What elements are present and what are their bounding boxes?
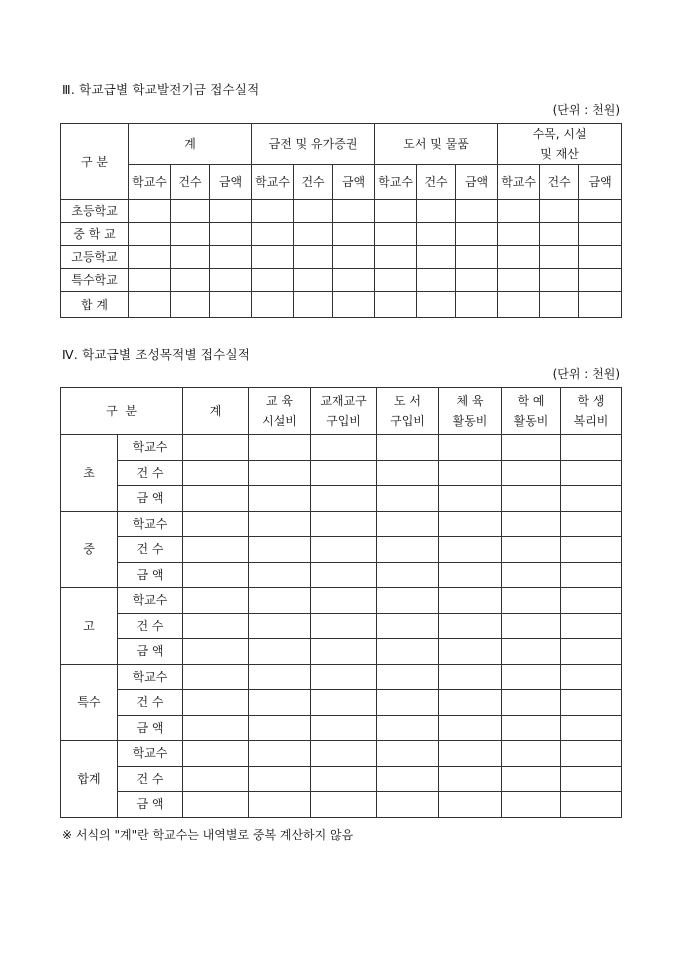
table-cell[interactable] (502, 766, 561, 792)
table-cell[interactable] (183, 766, 249, 792)
table-cell[interactable] (311, 715, 377, 741)
table-cell[interactable] (294, 223, 333, 246)
table-cell[interactable] (183, 511, 249, 537)
table-cell[interactable] (439, 460, 502, 486)
subheader: 금액 (579, 165, 622, 200)
table-cell[interactable] (183, 741, 249, 767)
table-cell[interactable] (439, 435, 502, 461)
table-cell[interactable] (333, 223, 375, 246)
table-cell[interactable] (129, 292, 171, 318)
table-cell[interactable] (502, 741, 561, 767)
table-cell[interactable] (417, 292, 456, 318)
table-cell[interactable] (561, 537, 622, 563)
subheader: 건수 (540, 165, 579, 200)
table-cell[interactable] (171, 200, 210, 223)
section4-title: Ⅳ. 학교급별 조성목적별 접수실적 (62, 347, 251, 362)
table-cell[interactable] (439, 715, 502, 741)
table-cell[interactable] (129, 246, 171, 269)
table-cell[interactable] (456, 246, 498, 269)
column-header: 계 (183, 388, 249, 435)
table-cell[interactable] (375, 200, 417, 223)
table-cell[interactable] (439, 690, 502, 716)
table-cell[interactable] (456, 200, 498, 223)
table-cell[interactable] (249, 588, 311, 614)
subheader: 건수 (294, 165, 333, 200)
table-cell[interactable] (502, 460, 561, 486)
row-label: 고등학교 (61, 246, 129, 269)
table-cell[interactable] (439, 613, 502, 639)
column-header: 도 서 구입비 (377, 388, 439, 435)
table-row (61, 715, 622, 741)
table-cell[interactable] (249, 511, 311, 537)
table-row (61, 613, 622, 639)
table-cell[interactable] (502, 562, 561, 588)
table-cell[interactable] (252, 200, 294, 223)
table-cell[interactable] (377, 435, 439, 461)
group-label: 중 (61, 511, 118, 588)
section4-table (60, 387, 622, 818)
table-row (61, 588, 622, 614)
item-label: 금 액 (118, 562, 183, 588)
table-cell[interactable] (561, 435, 622, 461)
table-cell[interactable] (439, 511, 502, 537)
table-cell[interactable] (456, 269, 498, 292)
table-cell[interactable] (311, 537, 377, 563)
table-cell[interactable] (249, 486, 311, 512)
table-row (61, 537, 622, 563)
table-cell[interactable] (183, 435, 249, 461)
table-cell[interactable] (561, 766, 622, 792)
table-cell[interactable] (129, 223, 171, 246)
table-cell[interactable] (311, 486, 377, 512)
table-cell[interactable] (183, 664, 249, 690)
table-cell[interactable] (252, 292, 294, 318)
table-cell[interactable] (456, 292, 498, 318)
item-label: 건 수 (118, 537, 183, 563)
table-cell[interactable] (561, 613, 622, 639)
group-label: 초 (61, 435, 118, 512)
table-cell[interactable] (249, 664, 311, 690)
table-cell[interactable] (439, 664, 502, 690)
table-cell[interactable] (579, 223, 622, 246)
table-cell[interactable] (502, 435, 561, 461)
table-row (61, 639, 622, 665)
group-label: 고 (61, 588, 118, 665)
table-cell[interactable] (129, 200, 171, 223)
table-cell[interactable] (377, 664, 439, 690)
table-cell[interactable] (183, 486, 249, 512)
table-cell[interactable] (377, 766, 439, 792)
item-label: 건 수 (118, 613, 183, 639)
table-cell[interactable] (417, 246, 456, 269)
table-cell[interactable] (183, 715, 249, 741)
table-cell[interactable] (311, 435, 377, 461)
group-label: 합계 (61, 741, 118, 818)
item-label: 금 액 (118, 715, 183, 741)
table-cell[interactable] (561, 715, 622, 741)
column-header: 교 육 시설비 (249, 388, 311, 435)
section3-title: Ⅲ. 학교급별 학교발전기금 접수실적 (62, 82, 260, 97)
table-cell[interactable] (249, 562, 311, 588)
table-cell[interactable] (439, 562, 502, 588)
table-row (61, 690, 622, 716)
table-cell[interactable] (294, 292, 333, 318)
table-cell[interactable] (561, 792, 622, 818)
table-cell[interactable] (579, 269, 622, 292)
header-gubun: 구 분 (61, 124, 129, 200)
table-cell[interactable] (377, 715, 439, 741)
table-cell[interactable] (579, 246, 622, 269)
table-cell[interactable] (311, 639, 377, 665)
table-cell[interactable] (311, 664, 377, 690)
row-label: 초등학교 (61, 200, 129, 223)
table-cell[interactable] (502, 664, 561, 690)
table-cell[interactable] (210, 246, 252, 269)
table-cell[interactable] (439, 639, 502, 665)
section3-table (60, 123, 622, 318)
table-cell[interactable] (502, 715, 561, 741)
table-cell[interactable] (502, 690, 561, 716)
table-cell[interactable] (210, 292, 252, 318)
table-cell[interactable] (249, 460, 311, 486)
subheader: 금액 (210, 165, 252, 200)
table-row (61, 741, 622, 767)
section4-unit: (단위 : 천원) (552, 367, 620, 381)
table-cell[interactable] (183, 588, 249, 614)
item-label: 건 수 (118, 460, 183, 486)
subheader: 건수 (417, 165, 456, 200)
table-cell[interactable] (294, 200, 333, 223)
table-cell[interactable] (498, 292, 540, 318)
table-cell[interactable] (561, 741, 622, 767)
table-cell[interactable] (540, 246, 579, 269)
table-cell[interactable] (311, 588, 377, 614)
table-cell[interactable] (311, 690, 377, 716)
table-cell[interactable] (311, 766, 377, 792)
table-row (61, 664, 622, 690)
table-cell[interactable] (377, 792, 439, 818)
table-cell[interactable] (249, 639, 311, 665)
table-row (61, 486, 622, 512)
group-label: 특수 (61, 664, 118, 741)
table-cell[interactable] (502, 792, 561, 818)
table-cell[interactable] (210, 223, 252, 246)
table-cell[interactable] (417, 200, 456, 223)
table-row (61, 562, 622, 588)
table-cell[interactable] (561, 588, 622, 614)
header-gubun: 구 분 (61, 388, 183, 435)
subheader: 금액 (456, 165, 498, 200)
table-cell[interactable] (311, 511, 377, 537)
table-cell[interactable] (249, 792, 311, 818)
table-cell[interactable] (502, 511, 561, 537)
table-cell[interactable] (210, 269, 252, 292)
table-cell[interactable] (377, 486, 439, 512)
table-cell[interactable] (502, 639, 561, 665)
table-cell[interactable] (439, 537, 502, 563)
item-label: 건 수 (118, 690, 183, 716)
table-cell[interactable] (311, 741, 377, 767)
table-cell[interactable] (249, 613, 311, 639)
table-cell[interactable] (249, 690, 311, 716)
subheader: 학교수 (375, 165, 417, 200)
table-cell[interactable] (540, 269, 579, 292)
table-cell[interactable] (311, 792, 377, 818)
table-cell[interactable] (540, 292, 579, 318)
table-row (61, 460, 622, 486)
footnote: ※ 서식의 "계"란 학교수는 내역별로 중복 계산하지 않음 (62, 828, 354, 842)
table-cell[interactable] (498, 200, 540, 223)
table-cell[interactable] (377, 613, 439, 639)
table-cell[interactable] (252, 269, 294, 292)
table-cell[interactable] (561, 486, 622, 512)
section4-body (61, 435, 622, 818)
table-cell[interactable] (439, 588, 502, 614)
table-cell[interactable] (377, 639, 439, 665)
table-cell[interactable] (502, 613, 561, 639)
item-label: 금 액 (118, 486, 183, 512)
table-cell[interactable] (183, 460, 249, 486)
table-cell[interactable] (183, 562, 249, 588)
table-cell[interactable] (171, 292, 210, 318)
column-header: 학 예 활동비 (502, 388, 561, 435)
table-cell[interactable] (252, 223, 294, 246)
table-cell[interactable] (561, 639, 622, 665)
table-cell[interactable] (377, 690, 439, 716)
item-label: 학교수 (118, 588, 183, 614)
table-cell[interactable] (183, 639, 249, 665)
table-cell[interactable] (540, 223, 579, 246)
table-cell[interactable] (183, 613, 249, 639)
subheader: 학교수 (252, 165, 294, 200)
item-label: 금 액 (118, 792, 183, 818)
group-header: 금전 및 유가증권 (252, 124, 375, 165)
table-cell[interactable] (249, 537, 311, 563)
table-cell[interactable] (417, 269, 456, 292)
column-header: 학 생 복리비 (561, 388, 622, 435)
table-cell[interactable] (377, 562, 439, 588)
table-cell[interactable] (333, 269, 375, 292)
item-label: 학교수 (118, 435, 183, 461)
table-cell[interactable] (375, 223, 417, 246)
table-cell[interactable] (417, 223, 456, 246)
group-header: 수목, 시설 및 재산 (498, 124, 622, 165)
table-cell[interactable] (502, 588, 561, 614)
group-header: 계 (129, 124, 252, 165)
table-cell[interactable] (311, 613, 377, 639)
item-label: 건 수 (118, 766, 183, 792)
table-cell[interactable] (294, 269, 333, 292)
row-label: 중 학 교 (61, 223, 129, 246)
subheader: 학교수 (129, 165, 171, 200)
table-cell[interactable] (129, 269, 171, 292)
table-cell[interactable] (333, 246, 375, 269)
table-cell[interactable] (183, 690, 249, 716)
table-cell[interactable] (375, 269, 417, 292)
column-header: 교재교구 구입비 (311, 388, 377, 435)
table-cell[interactable] (561, 460, 622, 486)
table-cell[interactable] (171, 246, 210, 269)
table-row (61, 766, 622, 792)
table-cell[interactable] (502, 486, 561, 512)
table-row (61, 792, 622, 818)
table-cell[interactable] (439, 486, 502, 512)
table-cell[interactable] (375, 246, 417, 269)
table-cell[interactable] (333, 200, 375, 223)
table-cell[interactable] (377, 588, 439, 614)
table-cell[interactable] (502, 537, 561, 563)
table-cell[interactable] (439, 766, 502, 792)
table-cell[interactable] (377, 460, 439, 486)
column-header: 체 육 활동비 (439, 388, 502, 435)
table-cell[interactable] (579, 292, 622, 318)
table-cell[interactable] (439, 741, 502, 767)
table-cell[interactable] (183, 792, 249, 818)
row-label: 합 계 (61, 292, 129, 318)
table-cell[interactable] (375, 292, 417, 318)
table-cell[interactable] (561, 562, 622, 588)
item-label: 학교수 (118, 741, 183, 767)
table-cell[interactable] (249, 435, 311, 461)
table-cell[interactable] (498, 246, 540, 269)
table-cell[interactable] (171, 269, 210, 292)
table-cell[interactable] (456, 223, 498, 246)
table-cell[interactable] (498, 269, 540, 292)
subheader: 건수 (171, 165, 210, 200)
table-cell[interactable] (249, 741, 311, 767)
table-cell[interactable] (377, 537, 439, 563)
section3-unit: (단위 : 천원) (552, 103, 620, 117)
table-cell[interactable] (377, 511, 439, 537)
table-cell[interactable] (439, 792, 502, 818)
table-cell[interactable] (311, 460, 377, 486)
item-label: 학교수 (118, 664, 183, 690)
row-label: 특수학교 (61, 269, 129, 292)
table-cell[interactable] (579, 200, 622, 223)
item-label: 학교수 (118, 511, 183, 537)
table-cell[interactable] (249, 715, 311, 741)
table-cell[interactable] (294, 246, 333, 269)
table-cell[interactable] (171, 223, 210, 246)
table-cell[interactable] (249, 766, 311, 792)
table-cell[interactable] (561, 690, 622, 716)
table-cell[interactable] (183, 537, 249, 563)
table-cell[interactable] (333, 292, 375, 318)
table-cell[interactable] (377, 741, 439, 767)
table-row (61, 511, 622, 537)
table-row (61, 435, 622, 461)
group-header: 도서 및 물품 (375, 124, 498, 165)
table-cell[interactable] (210, 200, 252, 223)
table-cell[interactable] (498, 223, 540, 246)
subheader: 금액 (333, 165, 375, 200)
table-cell[interactable] (561, 664, 622, 690)
table-cell[interactable] (252, 246, 294, 269)
table-cell[interactable] (561, 511, 622, 537)
item-label: 금 액 (118, 639, 183, 665)
subheader: 학교수 (498, 165, 540, 200)
table-cell[interactable] (540, 200, 579, 223)
table-cell[interactable] (311, 562, 377, 588)
